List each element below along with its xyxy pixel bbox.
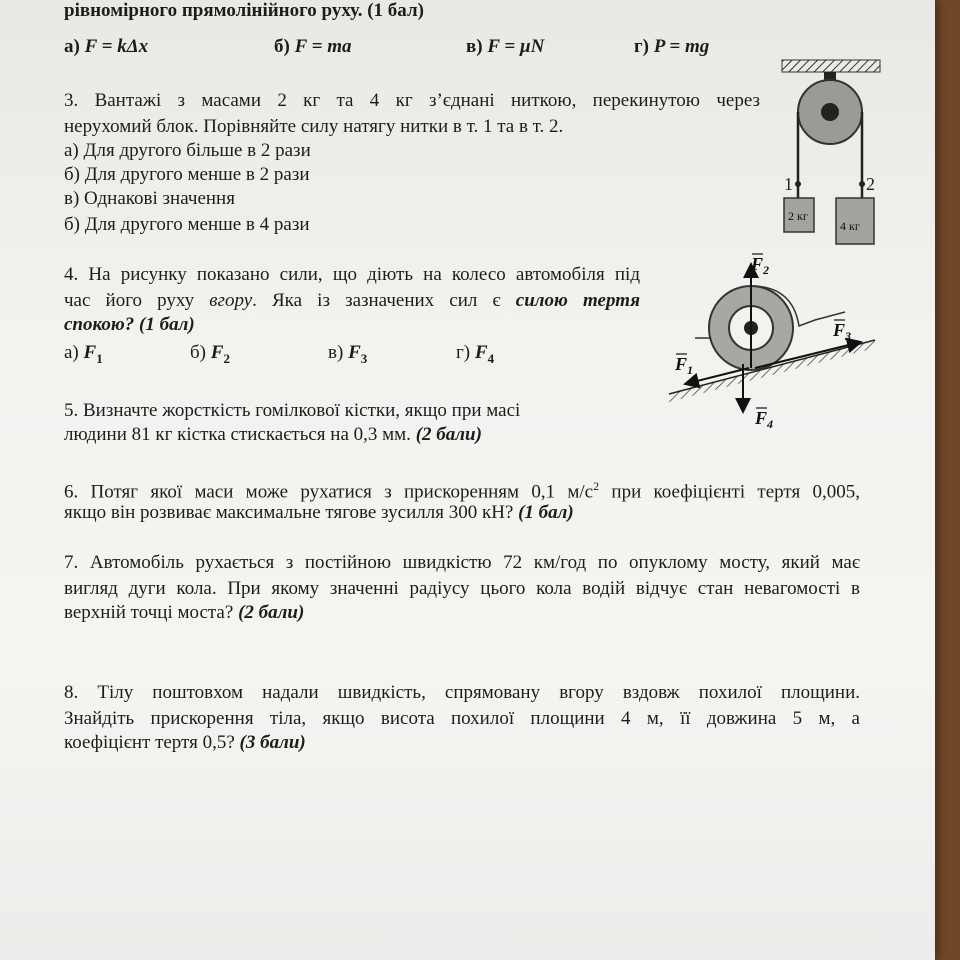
point-1-label: 1 bbox=[784, 174, 793, 194]
q5-line1: 5. Визначте жорсткість гомілкової кістки, якщо при масі bbox=[64, 400, 521, 421]
pulley-diagram bbox=[770, 56, 890, 246]
q3-line1: 3. Вантажі з масами 2 кг та 4 кг з’єднані ниткою, перекинутою через bbox=[64, 90, 760, 111]
q4-line2: час його руху вгору. Яка із зазначених сил є силою тертя bbox=[64, 290, 641, 311]
mass-1-label: 2 кг bbox=[788, 209, 808, 223]
q2-line-top: рівномірного прямолінійного руху. (1 бал) bbox=[64, 0, 424, 21]
point-2-dot bbox=[859, 181, 865, 187]
q2-option-b: б) F = ma bbox=[274, 36, 352, 57]
q2-option-a: а) F = kΔx bbox=[64, 36, 149, 57]
f1-label: $F_1$ bbox=[675, 354, 694, 377]
q3-option-b: б) Для другого менше в 2 рази bbox=[64, 164, 310, 185]
q8-line3: коефіцієнт тертя 0,5? (3 бали) bbox=[64, 732, 306, 753]
q3-line2: нерухомий блок. Порівняйте силу натягу нитки в т. 1 та в т. 2. bbox=[64, 116, 564, 137]
q4-option-v: в) $F_3$ bbox=[328, 342, 368, 366]
q7-line1: 7. Автомобіль рухається з постійною швидкістю 72 км/год по опуклому мосту, який має bbox=[64, 552, 860, 573]
q8-line2: Знайдіть прискорення тіла, якщо висота похилої площини 4 м, її довжина 5 м, а bbox=[64, 708, 860, 729]
q7-line2: вигляд дуги кола. При якому значенні радіусу цього кола водій відчує стан невагомості в bbox=[64, 578, 860, 599]
q2-option-v: в) F = μN bbox=[466, 36, 545, 57]
q4-options bbox=[0, 342, 650, 372]
q3-option-b2: б) Для другого менше в 4 рази bbox=[64, 214, 310, 235]
q4-line3: спокою? (1 бал) bbox=[64, 314, 195, 335]
q3-option-a: а) Для другого більше в 2 рази bbox=[64, 140, 311, 161]
ceiling-hatch bbox=[782, 60, 880, 72]
wheel-forces-diagram bbox=[655, 246, 880, 436]
q4-option-a: а) $F_1$ bbox=[64, 342, 103, 366]
q5-line2: людини 81 кг кістка стискається на 0,3 мм. (2 бали) bbox=[64, 424, 482, 445]
f3-label: $F_3$ bbox=[833, 320, 852, 343]
q8-line1: 8. Тілу поштовхом надали швидкість, спрямовану вгору вздовж похилої площини. bbox=[64, 682, 860, 703]
f4-label: $F_4$ bbox=[755, 408, 774, 431]
q3-option-v: в) Однакові значення bbox=[64, 188, 235, 209]
q4-option-g: г) $F_4$ bbox=[456, 342, 495, 366]
mass-2-label: 4 кг bbox=[840, 219, 860, 233]
q2-option-g: г) P = mg bbox=[634, 36, 710, 57]
point-1-dot bbox=[795, 181, 801, 187]
q6-line1: 6. Потяг якої маси може рухатися з прискоренням 0,1 $м/с^2$ при коефіцієнті тертя 0,005, bbox=[64, 479, 860, 503]
f2-label: $F_2$ bbox=[751, 254, 770, 277]
point-2-label: 2 bbox=[866, 174, 875, 194]
pulley-axle bbox=[821, 103, 839, 121]
q4-line1: 4. На рисунку показано сили, що діють на колесо автомобіля під bbox=[64, 264, 640, 285]
q4-option-b: б) $F_2$ bbox=[190, 342, 230, 366]
q6-line2: якщо він розвиває максимальне тягове зусилля 300 кН? (1 бал) bbox=[64, 502, 574, 523]
q7-line3: верхній точці моста? (2 бали) bbox=[64, 602, 305, 623]
